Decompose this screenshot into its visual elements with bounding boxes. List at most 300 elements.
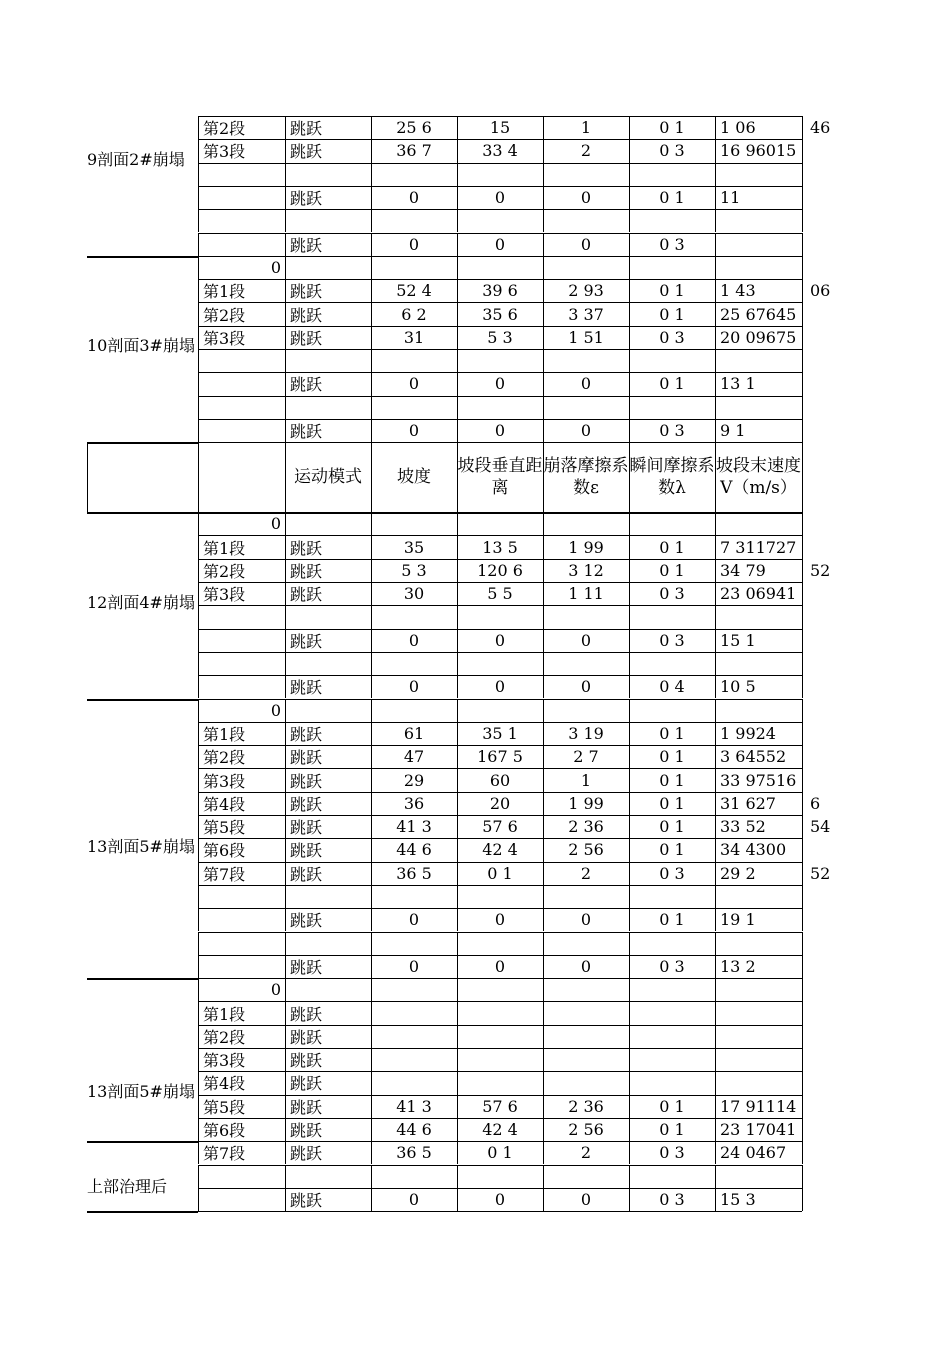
table-cell: 52 [810, 863, 831, 883]
table-cell [802, 699, 842, 722]
table-cell: 跳跃 [290, 375, 323, 395]
table-cell [802, 326, 842, 349]
table-cell [285, 652, 371, 675]
table-cell: 0 3 [659, 956, 685, 976]
section-label: 13剖面5#崩塌 [87, 837, 195, 857]
table-cell [543, 978, 629, 1001]
table-cell: 0 [270, 514, 281, 534]
table-cell: 跳跃 [290, 1051, 323, 1071]
table-cell [371, 163, 457, 186]
table-cell: 167 5 [477, 747, 523, 767]
table-cell [457, 978, 543, 1001]
table-cell [629, 256, 715, 279]
table-cell: 0 1 [659, 1096, 685, 1116]
table-cell: 跳跃 [290, 142, 323, 162]
section-label: 13剖面5#崩塌 [87, 1081, 195, 1101]
table-cell [457, 605, 543, 628]
table-cell: 33 52 [720, 817, 766, 837]
table-cell: 2 7 [573, 747, 599, 767]
row-border [87, 256, 198, 258]
table-cell: 第1段 [203, 1004, 246, 1024]
table-cell: 41 3 [396, 817, 432, 837]
table-cell [629, 978, 715, 1001]
table-cell [198, 652, 285, 675]
table-cell [285, 349, 371, 372]
table-cell: 2 56 [568, 1120, 604, 1140]
table-cell [198, 209, 285, 232]
table-cell: 0 1 [659, 770, 685, 790]
table-cell [371, 349, 457, 372]
table-cell: 跳跃 [290, 561, 323, 581]
table-cell [285, 1165, 371, 1188]
row-border [87, 699, 198, 701]
table-cell [198, 629, 285, 652]
table-cell [457, 1165, 543, 1188]
table-cell [802, 955, 842, 978]
table-cell: 0 [408, 630, 420, 650]
table-cell: 跳跃 [290, 771, 323, 791]
table-cell: 第5段 [203, 1097, 246, 1117]
table-cell [802, 1001, 842, 1024]
table-cell [543, 885, 629, 908]
table-cell: 61 [403, 723, 425, 743]
table-cell: 23 17041 [720, 1120, 797, 1140]
table-cell [198, 233, 285, 256]
table-cell [802, 885, 842, 908]
table-cell [802, 372, 842, 395]
table-cell: 第3段 [203, 328, 246, 348]
section-label: 9剖面2#崩塌 [87, 149, 185, 169]
table-cell [371, 1001, 457, 1024]
table-cell: 19 1 [720, 910, 756, 930]
table-cell [457, 885, 543, 908]
table-cell: 跳跃 [290, 911, 323, 931]
table-cell: 5 3 [487, 327, 513, 347]
table-cell [629, 1165, 715, 1188]
table-cell [285, 209, 371, 232]
table-cell [629, 512, 715, 535]
table-cell [802, 582, 842, 605]
table-cell: 31 627 [720, 793, 776, 813]
table-cell: 60 [489, 770, 511, 790]
table-cell [802, 838, 842, 861]
table-cell: 0 [494, 1189, 506, 1209]
table-cell: 跳跃 [290, 119, 323, 139]
table-cell: 2 36 [568, 1096, 604, 1116]
table-cell [457, 1001, 543, 1024]
header-cell: 坡度 [397, 467, 431, 488]
table-cell [285, 932, 371, 955]
table-cell [802, 1048, 842, 1071]
table-cell [802, 1188, 842, 1211]
table-cell: 跳跃 [290, 1004, 323, 1024]
table-cell [198, 396, 285, 419]
table-cell [285, 699, 371, 722]
header-cell: 坡段末速度V（m/s） [716, 456, 801, 499]
table-cell [543, 349, 629, 372]
table-cell: 13 1 [720, 374, 756, 394]
table-cell [629, 396, 715, 419]
table-cell [715, 1048, 802, 1071]
table-cell [285, 256, 371, 279]
table-cell [802, 512, 842, 535]
table-cell [715, 885, 802, 908]
table-cell [457, 512, 543, 535]
table-cell: 0 [270, 700, 281, 720]
table-cell [371, 256, 457, 279]
table-cell: 0 1 [659, 840, 685, 860]
table-cell: 跳跃 [290, 724, 323, 744]
table-cell: 0 4 [659, 677, 685, 697]
table-cell [802, 1141, 842, 1164]
row-border [87, 1211, 198, 1213]
table-cell [543, 396, 629, 419]
table-cell: 0 [494, 234, 506, 254]
table-cell: 2 [580, 1143, 592, 1163]
table-cell [457, 396, 543, 419]
table-cell [802, 535, 842, 558]
table-cell [543, 512, 629, 535]
table-cell [457, 1048, 543, 1071]
table-cell [371, 978, 457, 1001]
table-cell: 第4段 [203, 794, 246, 814]
header-cell: 运动模式 [294, 467, 362, 488]
table-cell [285, 396, 371, 419]
table-cell: 2 [580, 863, 592, 883]
table-cell: 1 [580, 118, 592, 138]
table-cell: 0 1 [659, 537, 685, 557]
table-cell: 0 [408, 234, 420, 254]
table-cell: 0 3 [659, 1189, 685, 1209]
table-cell: 跳跃 [290, 422, 323, 442]
table-cell [543, 1071, 629, 1094]
column-border [87, 442, 88, 512]
table-cell: 0 [580, 956, 592, 976]
table-cell: 0 [408, 1189, 420, 1209]
table-cell: 33 4 [482, 141, 518, 161]
table-cell: 0 3 [659, 421, 685, 441]
table-cell [371, 1048, 457, 1071]
table-cell [802, 186, 842, 209]
section-label: 10剖面3#崩塌 [87, 336, 195, 356]
table-cell [802, 233, 842, 256]
table-cell: 33 97516 [720, 770, 797, 790]
table-cell [371, 652, 457, 675]
section-label: 上部治理后 [87, 1177, 168, 1197]
table-cell [715, 209, 802, 232]
table-cell [629, 1048, 715, 1071]
table-cell: 0 1 [659, 374, 685, 394]
table-cell: 跳跃 [290, 631, 323, 651]
table-cell: 0 1 [659, 304, 685, 324]
table-cell: 跳跃 [290, 1144, 323, 1164]
table-cell: 39 6 [482, 281, 518, 301]
table-cell: 24 0467 [720, 1143, 787, 1163]
table-cell [715, 1001, 802, 1024]
table-cell: 0 3 [659, 141, 685, 161]
table-cell [371, 209, 457, 232]
table-cell [371, 1165, 457, 1188]
table-cell [543, 1048, 629, 1071]
table-cell [198, 1165, 285, 1188]
table-cell [629, 699, 715, 722]
table-cell: 0 1 [659, 118, 685, 138]
table-cell: 0 [494, 910, 506, 930]
table-cell: 36 5 [396, 863, 432, 883]
table-cell [371, 1025, 457, 1048]
table-cell [802, 256, 842, 279]
table-cell: 2 36 [568, 817, 604, 837]
table-cell [715, 163, 802, 186]
table-cell [629, 163, 715, 186]
table-cell [543, 1001, 629, 1024]
header-cell: 崩落摩擦系数ε [543, 456, 629, 499]
table-cell: 第7段 [203, 1144, 246, 1164]
table-cell [198, 372, 285, 395]
table-cell: 跳跃 [290, 818, 323, 838]
table-cell [285, 605, 371, 628]
table-cell: 0 [270, 980, 281, 1000]
table-cell: 13 2 [720, 956, 756, 976]
table-cell [629, 932, 715, 955]
row-border [198, 1211, 802, 1212]
table-cell: 0 [580, 421, 592, 441]
table-cell: 跳跃 [290, 305, 323, 325]
table-cell [629, 1001, 715, 1024]
table-cell: 跳跃 [290, 678, 323, 698]
table-cell: 5 5 [487, 584, 513, 604]
table-cell: 42 4 [482, 840, 518, 860]
table-cell: 跳跃 [290, 1190, 323, 1210]
table-cell [198, 186, 285, 209]
row-border [87, 978, 198, 980]
table-cell: 跳跃 [290, 864, 323, 884]
table-cell [715, 1025, 802, 1048]
table-cell [371, 605, 457, 628]
table-cell [457, 163, 543, 186]
table-cell: 跳跃 [290, 1027, 323, 1047]
table-cell [802, 629, 842, 652]
table-cell: 0 [580, 1189, 592, 1209]
table-cell [198, 349, 285, 372]
table-cell: 0 1 [487, 863, 513, 883]
table-cell [715, 233, 802, 256]
table-cell [285, 885, 371, 908]
table-cell [802, 768, 842, 791]
table-cell [802, 163, 842, 186]
table-cell [371, 512, 457, 535]
table-cell [802, 396, 842, 419]
table-cell [543, 699, 629, 722]
table-cell: 第2段 [203, 748, 246, 768]
table-cell [715, 932, 802, 955]
table-cell: 第3段 [203, 771, 246, 791]
table-cell: 15 [489, 118, 511, 138]
table-cell: 跳跃 [290, 328, 323, 348]
table-cell: 跳跃 [290, 585, 323, 605]
table-cell: 44 6 [396, 1120, 432, 1140]
table-cell: 0 [270, 257, 281, 277]
table-cell: 0 [494, 956, 506, 976]
table-cell: 6 [810, 793, 821, 813]
table-cell: 跳跃 [290, 538, 323, 558]
table-cell [629, 349, 715, 372]
table-cell [802, 675, 842, 698]
table-cell [802, 1095, 842, 1118]
table-cell: 120 6 [477, 560, 523, 580]
table-cell: 2 56 [568, 840, 604, 860]
table-cell: 跳跃 [290, 235, 323, 255]
table-cell: 46 [810, 118, 831, 138]
table-cell [543, 163, 629, 186]
table-cell: 0 1 [659, 793, 685, 813]
table-cell: 0 [408, 421, 420, 441]
column-border [198, 442, 199, 512]
table-cell: 7 311727 [720, 537, 797, 557]
table-cell [802, 139, 842, 162]
table-cell [802, 1071, 842, 1094]
table-cell [802, 1025, 842, 1048]
table-cell [629, 885, 715, 908]
table-cell: 10 5 [720, 677, 756, 697]
table-cell: 3 19 [568, 723, 604, 743]
table-cell: 36 [403, 793, 425, 813]
table-cell: 13 5 [482, 537, 518, 557]
table-cell: 0 3 [659, 584, 685, 604]
table-cell: 3 12 [568, 560, 604, 580]
table-cell: 跳跃 [290, 1074, 323, 1094]
table-cell: 跳跃 [290, 282, 323, 302]
table-cell: 第1段 [203, 724, 246, 744]
table-cell: 0 1 [487, 1143, 513, 1163]
table-cell [371, 699, 457, 722]
table-cell: 0 [408, 374, 420, 394]
table-cell: 42 4 [482, 1120, 518, 1140]
table-cell [802, 419, 842, 442]
table-cell [802, 745, 842, 768]
table-cell [629, 209, 715, 232]
table-cell [802, 722, 842, 745]
table-cell [543, 1025, 629, 1048]
table-cell: 0 3 [659, 863, 685, 883]
table-cell [715, 1165, 802, 1188]
table-cell: 0 3 [659, 234, 685, 254]
table-cell [802, 302, 842, 325]
table-cell: 20 09675 [720, 327, 797, 347]
table-cell [715, 1071, 802, 1094]
table-cell: 29 [403, 770, 425, 790]
table-cell: 0 1 [659, 747, 685, 767]
table-cell: 第3段 [203, 1051, 246, 1071]
table-cell [802, 1165, 842, 1188]
table-cell: 跳跃 [290, 748, 323, 768]
table-cell: 第1段 [203, 282, 246, 302]
table-cell: 47 [403, 747, 425, 767]
table-cell: 57 6 [482, 1096, 518, 1116]
table-cell: 1 43 [720, 281, 756, 301]
table-cell: 31 [403, 327, 425, 347]
table-cell [457, 1025, 543, 1048]
table-cell [457, 932, 543, 955]
table-cell [802, 605, 842, 628]
table-cell: 第2段 [203, 119, 246, 139]
table-cell [371, 1071, 457, 1094]
table-cell [371, 885, 457, 908]
table-cell: 第6段 [203, 841, 246, 861]
table-cell: 0 1 [659, 188, 685, 208]
table-cell [802, 209, 842, 232]
table-cell: 第6段 [203, 1121, 246, 1141]
table-cell: 36 5 [396, 1143, 432, 1163]
table-cell [198, 955, 285, 978]
table-cell [802, 1118, 842, 1141]
table-cell: 第5段 [203, 818, 246, 838]
table-cell: 3 37 [568, 304, 604, 324]
table-cell: 0 [408, 677, 420, 697]
table-cell [802, 349, 842, 372]
table-cell: 20 [489, 793, 511, 813]
table-cell: 17 91114 [720, 1096, 797, 1116]
table-cell: 第7段 [203, 864, 246, 884]
table-cell [457, 349, 543, 372]
table-cell: 25 67645 [720, 304, 797, 324]
table-cell: 0 1 [659, 1120, 685, 1140]
table-cell: 1 06 [720, 118, 756, 138]
table-cell: 34 79 [720, 560, 766, 580]
table-cell: 57 6 [482, 817, 518, 837]
table-cell [543, 652, 629, 675]
table-cell: 0 [494, 421, 506, 441]
table-cell: 0 1 [659, 723, 685, 743]
column-border [802, 442, 803, 512]
table-cell [198, 885, 285, 908]
table-cell: 跳跃 [290, 1121, 323, 1141]
table-cell: 1 9924 [720, 723, 776, 743]
table-cell: 5 3 [401, 560, 427, 580]
table-cell: 41 3 [396, 1096, 432, 1116]
table-cell: 0 [408, 188, 420, 208]
table-cell: 52 4 [396, 281, 432, 301]
table-cell: 2 93 [568, 281, 604, 301]
table-cell [715, 349, 802, 372]
table-cell [715, 652, 802, 675]
table-cell [629, 652, 715, 675]
table-cell: 23 06941 [720, 584, 797, 604]
table-cell [198, 605, 285, 628]
table-cell: 0 [580, 910, 592, 930]
table-cell: 第2段 [203, 305, 246, 325]
table-cell: 跳跃 [290, 841, 323, 861]
table-cell: 0 [580, 374, 592, 394]
table-cell: 0 [494, 188, 506, 208]
table-cell: 0 3 [659, 327, 685, 347]
table-cell [285, 512, 371, 535]
table-cell [715, 978, 802, 1001]
table-cell [715, 699, 802, 722]
table-cell [802, 978, 842, 1001]
table-cell [198, 675, 285, 698]
table-cell: 6 2 [401, 304, 427, 324]
table-cell [802, 652, 842, 675]
table-cell: 15 3 [720, 1189, 756, 1209]
table-cell: 54 [810, 817, 831, 837]
table-cell [457, 652, 543, 675]
table-cell [629, 1071, 715, 1094]
table-cell [629, 605, 715, 628]
row-border [87, 1141, 198, 1143]
table-cell: 跳跃 [290, 189, 323, 209]
table-cell: 0 [580, 188, 592, 208]
